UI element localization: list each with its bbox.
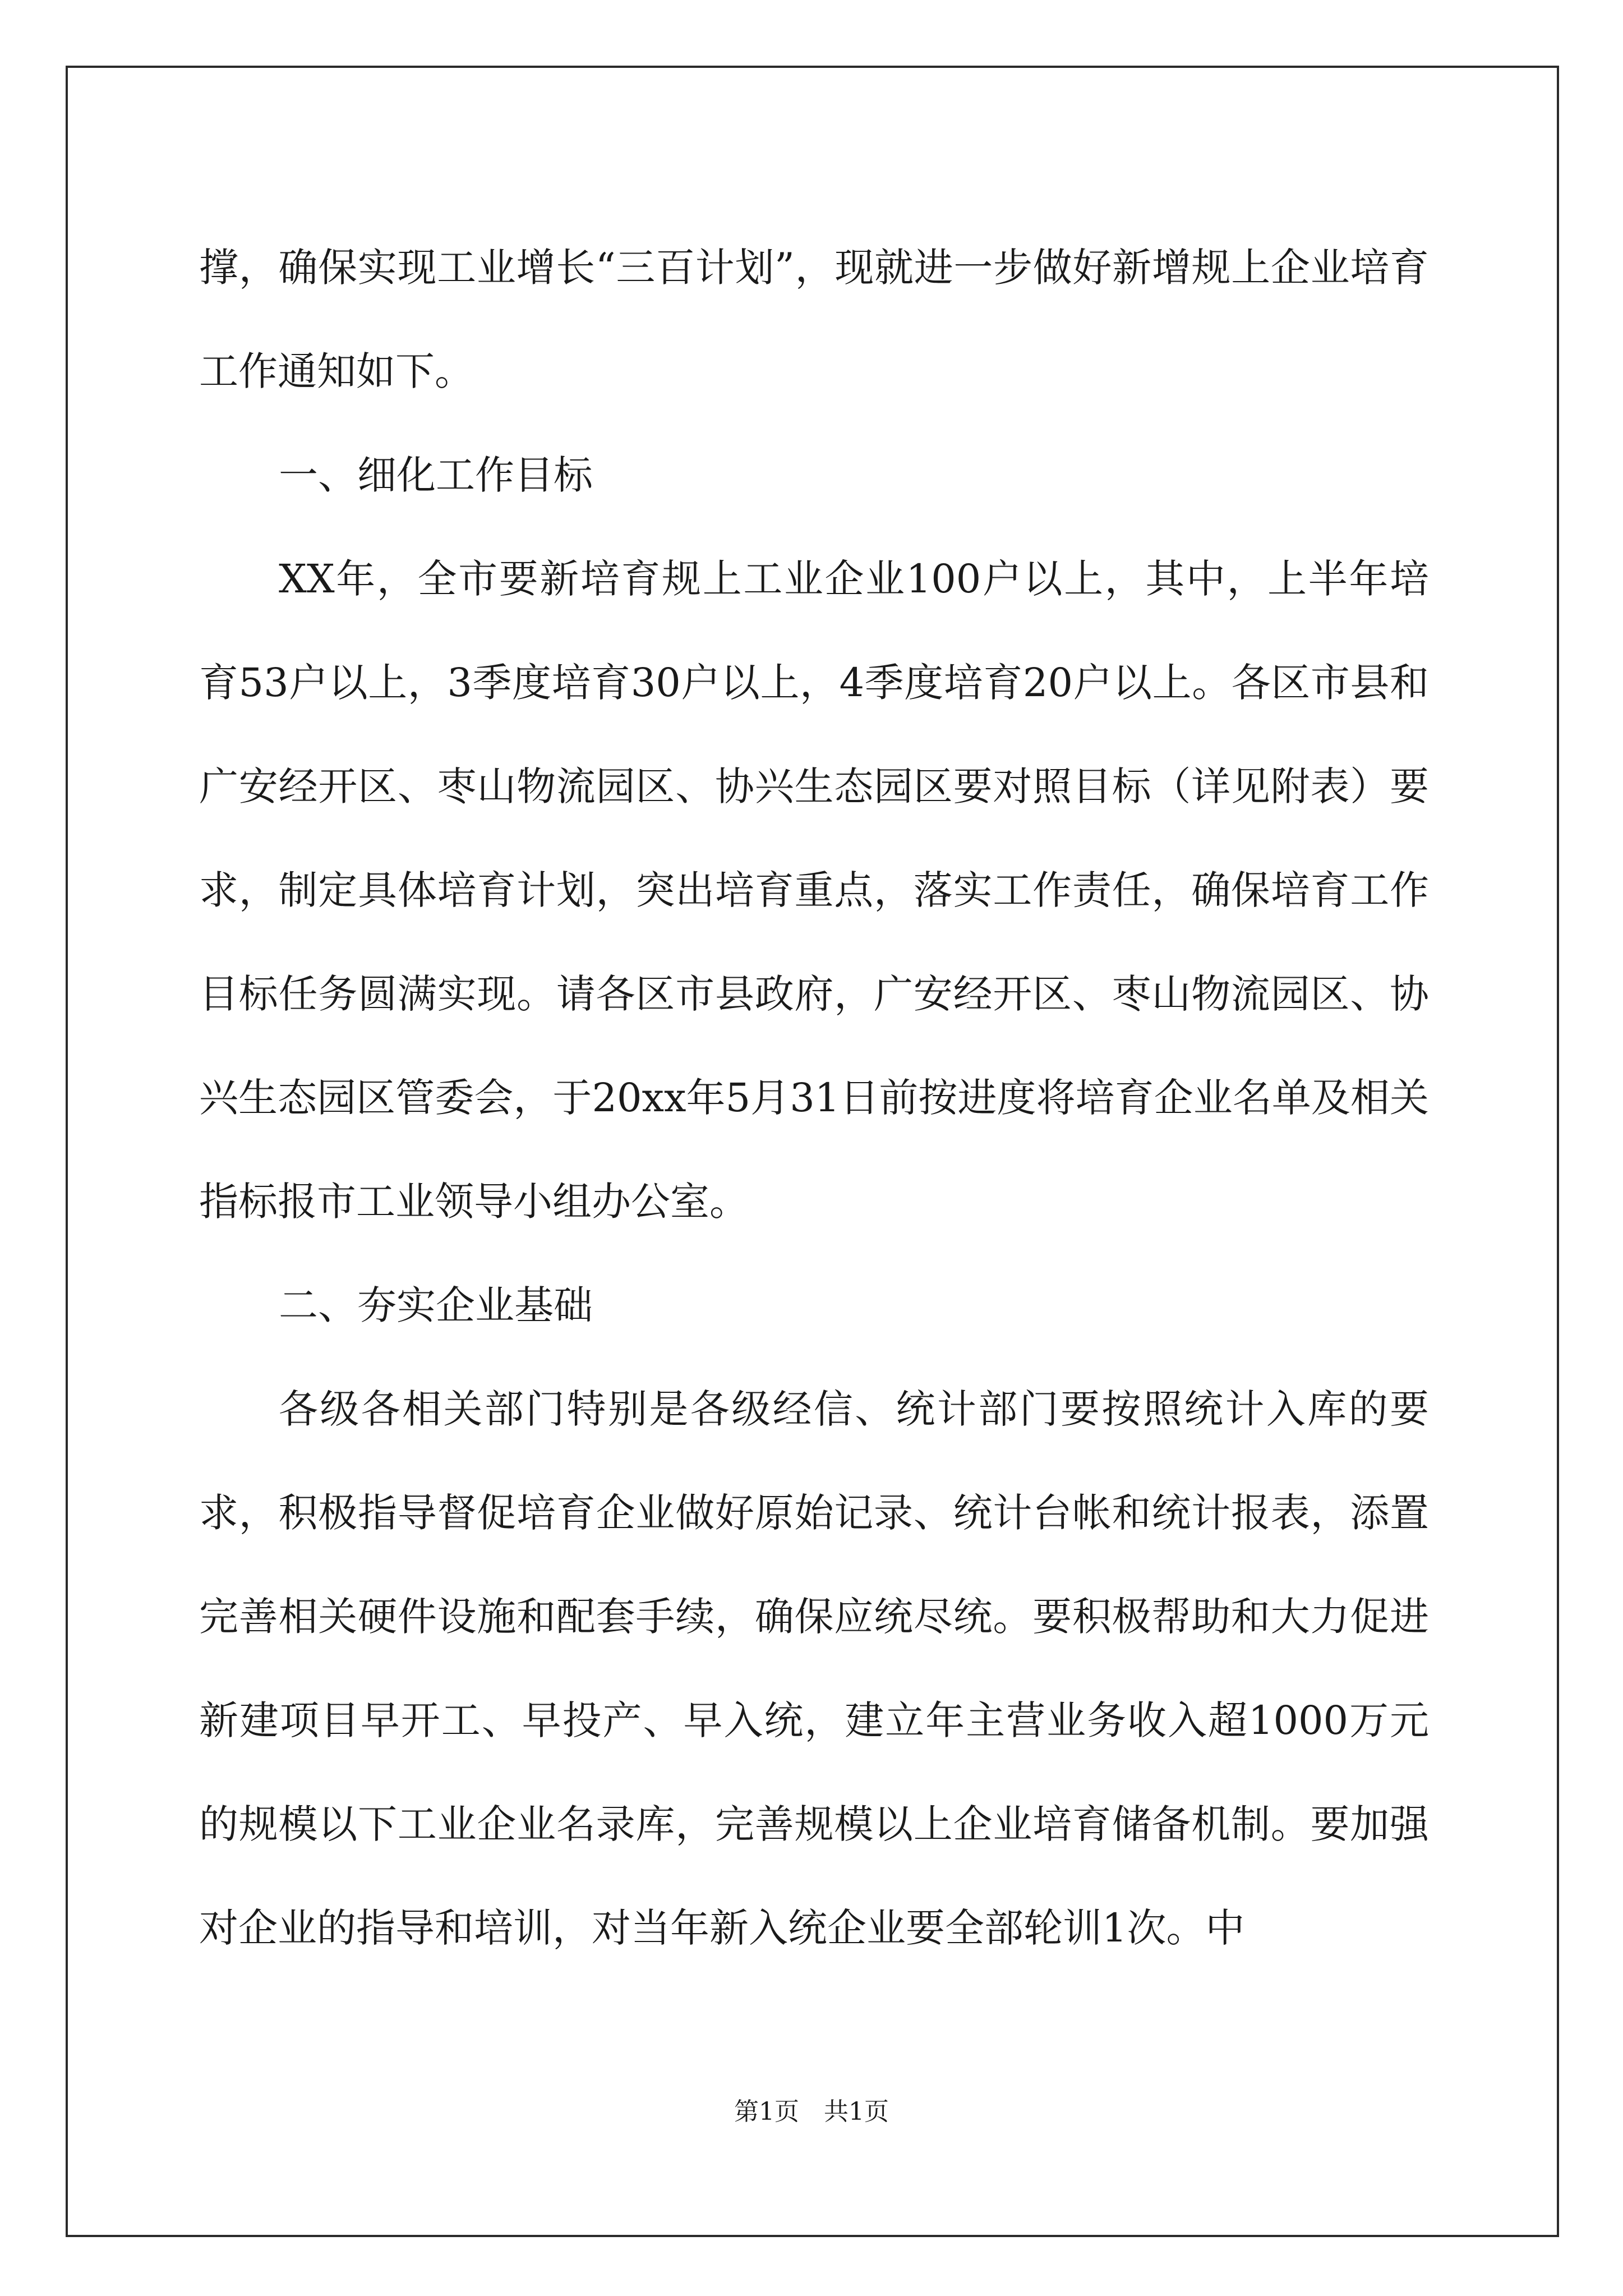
section-heading-1: 一、细化工作目标	[279, 452, 593, 498]
section-heading-2: 二、夯实企业基础	[279, 1282, 593, 1328]
paragraph-continuation: 撑，确保实现工业增长“三百计划”，现就进一步做好新增规上企业培育工作通知如下。	[199, 245, 1429, 394]
document-body	[199, 216, 1429, 1980]
paragraph-targets: XX年，全市要新培育规上工业企业100户以上，其中，上半年培育53户以上，3季度培育30户以上，4季度培育20户以上。各区市县和广安经开区、枣山物流园区、协兴生态园区要对照目标（详见附表）要求，制定具体培育计划，突出培育重点，落实工作责任，确保培育工作目标任务圆满实现。请各区市县政府，广安经开区、枣山物流园区、协兴生态园区管委会，于20xx年5月31日前按进度将培育企业名单及相关指标报市工业领导小组办公室。	[199, 556, 1429, 1225]
paragraph-foundation: 各级各相关部门特别是各级经信、统计部门要按照统计入库的要求，积极指导督促培育企业做好原始记录、统计台帐和统计报表，添置完善相关硬件设施和配套手续，确保应统尽统。要积极帮助和大力促进新建项目早开工、早投产、早入统，建立年主营业务收入超1000万元的规模以下工业企业名录库，完善规模以上企业培育储备机制。要加强对企业的指导和培训，对当年新入统企业要全部轮训1次。中	[199, 1386, 1429, 1951]
page-footer: 第1页 共1页	[734, 2097, 889, 2126]
